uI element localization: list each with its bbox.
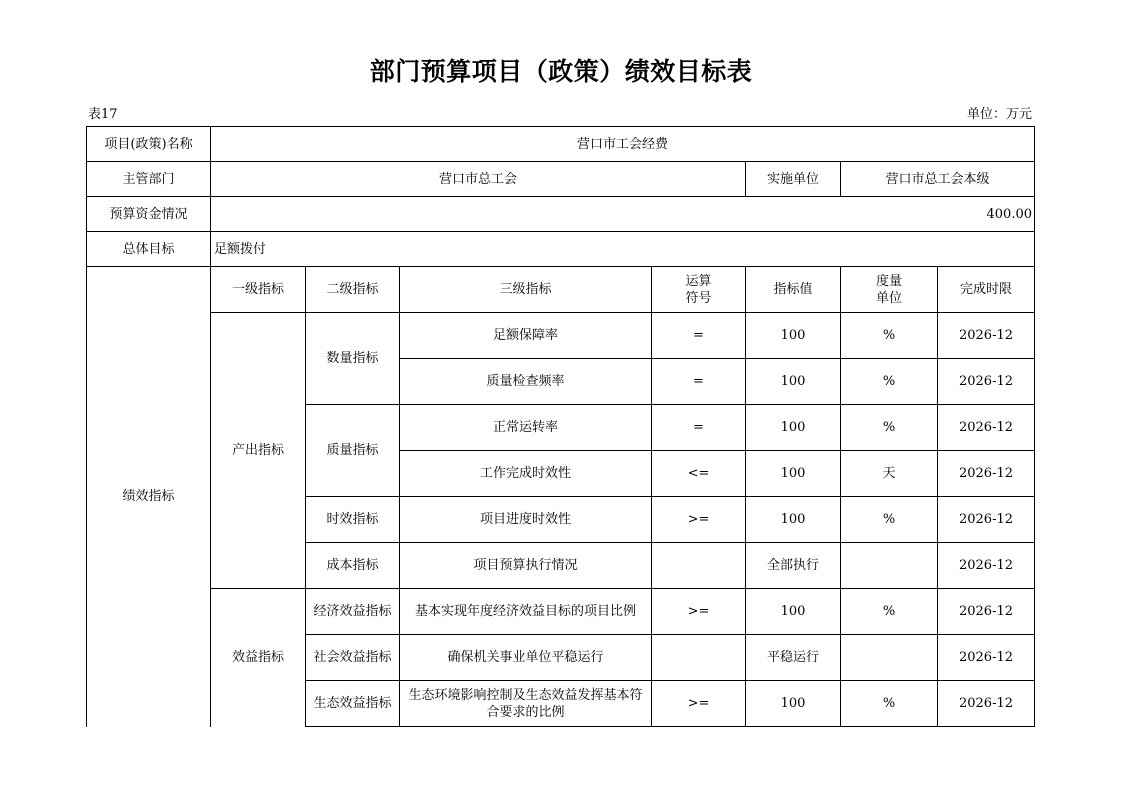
- header-operator-line1: 运算: [685, 273, 712, 289]
- unit-cell: [841, 543, 938, 589]
- level3-cell: 项目进度时效性: [400, 497, 652, 543]
- level2-cell: 时效指标: [306, 497, 400, 543]
- level3-cell: 正常运转率: [400, 405, 652, 451]
- level2-cell: 生态效益指标: [306, 681, 400, 727]
- unit-cell: %: [841, 359, 938, 405]
- deadline-cell: 2026-12: [938, 359, 1035, 405]
- perf-header-row: [87, 267, 1035, 313]
- value-cell: 100: [746, 589, 841, 635]
- row-funds: [87, 197, 1035, 232]
- header-unit-line2: 单位: [875, 290, 902, 306]
- goal-label: 总体目标: [87, 232, 211, 267]
- value-cell: 100: [746, 497, 841, 543]
- level3-cell: 基本实现年度经济效益目标的项目比例: [400, 589, 652, 635]
- deadline-cell: 2026-12: [938, 681, 1035, 727]
- unit-cell: %: [841, 589, 938, 635]
- row-overall-goal: [87, 232, 1035, 267]
- unit-cell: %: [841, 681, 938, 727]
- value-cell: 平稳运行: [746, 635, 841, 681]
- operator-cell: >=: [652, 497, 746, 543]
- deadline-cell: 2026-12: [938, 635, 1035, 681]
- operator-cell: [652, 543, 746, 589]
- performance-target-table: [86, 126, 1035, 727]
- deadline-cell: 2026-12: [938, 543, 1035, 589]
- operator-cell: >=: [652, 589, 746, 635]
- perf-label: 绩效指标: [87, 267, 211, 727]
- project-name-label: 项目(政策)名称: [87, 127, 211, 162]
- unit-label: 单位：万元: [966, 107, 1032, 122]
- dept-label: 主管部门: [87, 162, 211, 197]
- goal-value: 足额拨付: [211, 232, 1035, 267]
- dept-value: 营口市总工会: [211, 162, 746, 197]
- project-name-value: 营口市工会经费: [211, 127, 1035, 162]
- header-level3: 三级指标: [400, 267, 652, 313]
- level1-cell: 效益指标: [211, 589, 306, 727]
- level1-cell: 产出指标: [211, 313, 306, 589]
- row-department: [87, 162, 1035, 197]
- operator-cell: <=: [652, 451, 746, 497]
- level2-cell: 社会效益指标: [306, 635, 400, 681]
- page-title: 部门预算项目（政策）绩效目标表: [369, 57, 753, 86]
- level2-cell: 数量指标: [306, 313, 400, 405]
- level2-cell: 质量指标: [306, 405, 400, 497]
- unit-cell: [841, 635, 938, 681]
- value-cell: 100: [746, 359, 841, 405]
- level2-cell: 成本指标: [306, 543, 400, 589]
- row-project-name: [87, 127, 1035, 162]
- unit-cell: 天: [841, 451, 938, 497]
- operator-cell: =: [652, 359, 746, 405]
- header-value: 指标值: [746, 267, 841, 313]
- funds-value: 400.00: [211, 197, 1035, 232]
- operator-cell: [652, 635, 746, 681]
- header-level2: 二级指标: [306, 267, 400, 313]
- table-number: 表17: [88, 107, 118, 122]
- level3-cell: 生态环境影响控制及生态效益发挥基本符合要求的比例: [400, 681, 652, 727]
- level3-cell: 足额保障率: [400, 313, 652, 359]
- deadline-cell: 2026-12: [938, 589, 1035, 635]
- deadline-cell: 2026-12: [938, 405, 1035, 451]
- operator-cell: >=: [652, 681, 746, 727]
- operator-cell: =: [652, 313, 746, 359]
- header-level1: 一级指标: [211, 267, 306, 313]
- header-operator: [652, 267, 746, 313]
- level3-cell: 确保机关事业单位平稳运行: [400, 635, 652, 681]
- value-cell: 100: [746, 681, 841, 727]
- deadline-cell: 2026-12: [938, 497, 1035, 543]
- value-cell: 100: [746, 313, 841, 359]
- funds-label: 预算资金情况: [87, 197, 211, 232]
- value-cell: 全部执行: [746, 543, 841, 589]
- level3-cell: 工作完成时效性: [400, 451, 652, 497]
- table-row: [87, 313, 1035, 359]
- level2-cell: 经济效益指标: [306, 589, 400, 635]
- operator-cell: =: [652, 405, 746, 451]
- unit-cell: %: [841, 313, 938, 359]
- value-cell: 100: [746, 451, 841, 497]
- impl-value: 营口市总工会本级: [841, 162, 1035, 197]
- unit-cell: %: [841, 497, 938, 543]
- impl-label: 实施单位: [746, 162, 841, 197]
- value-cell: 100: [746, 405, 841, 451]
- deadline-cell: 2026-12: [938, 313, 1035, 359]
- header-operator-line2: 符号: [685, 290, 712, 306]
- table-row: [87, 589, 1035, 635]
- header-unit-line1: 度量: [875, 273, 902, 289]
- level3-cell: 项目预算执行情况: [400, 543, 652, 589]
- unit-cell: %: [841, 405, 938, 451]
- level3-cell: 质量检查频率: [400, 359, 652, 405]
- header-deadline: 完成时限: [938, 267, 1035, 313]
- header-unit: [841, 267, 938, 313]
- deadline-cell: 2026-12: [938, 451, 1035, 497]
